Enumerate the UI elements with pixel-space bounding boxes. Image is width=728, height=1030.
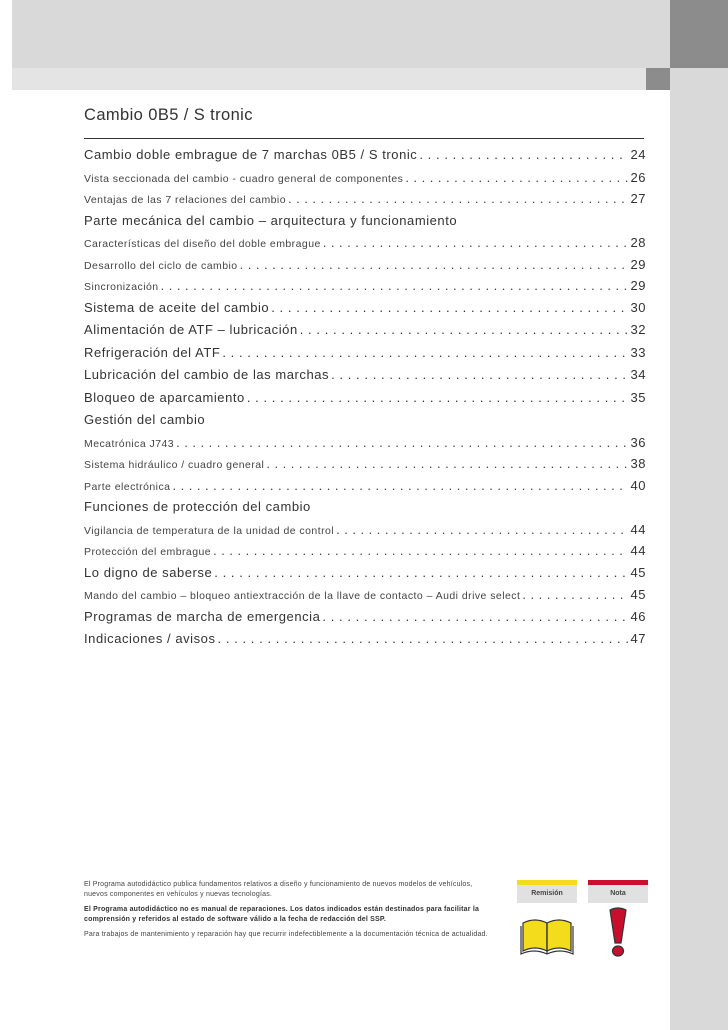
toc-entry-label: Bloqueo de aparcamiento [84,389,245,405]
toc-entry-page: 40 [630,477,646,493]
toc-entry [84,475,646,497]
toc-leader-dots [213,540,628,562]
toc-entry [84,188,646,210]
toc-entry-label: Lo digno de saberse [84,564,213,580]
toc-entry-label: Ventajas de las 7 relaciones del cambio [84,194,286,206]
remision-tag [517,880,577,960]
toc-entry [84,409,646,432]
page-title: Cambio 0B5 / S tronic [84,106,253,124]
toc-entry [84,167,646,189]
toc-entry-label: Refrigeración del ATF [84,344,221,360]
toc-entry-label: Parte electrónica [84,480,171,493]
exclamation-icon [588,903,648,960]
toc-entry-page: 28 [630,235,646,250]
toc-entry-label: Mecatrónica J743 [84,437,175,450]
toc-entry [84,432,646,454]
toc-entry-page: 44 [630,521,646,537]
toc-entry [84,453,646,475]
footnote-paragraph-1: El Programa autodidáctico publica fundamentos relativos a diseño y funcionamiento de nuevos modelos de vehículos, nuevos componentes en vehículos y nuevas tecnologías. [84,881,473,898]
toc-entry [84,519,646,541]
toc-leader-dots [522,584,628,606]
toc-leader-dots [405,167,628,189]
title-divider [84,138,644,139]
toc-entry-page: 45 [630,564,646,580]
header-bar [12,0,670,68]
header-band [12,68,646,90]
footnote [84,880,494,946]
toc-entry-label: Características del diseño del doble embrague [84,238,321,250]
toc-leader-dots [161,275,629,297]
toc-entry [84,254,646,276]
toc-leader-dots [247,387,629,410]
toc-entry-label: Gestión del cambio [84,412,206,427]
toc-entry-page: 46 [630,608,646,624]
toc-entry-label: Lubricación del cambio de las marchas [84,367,330,382]
toc-entry-label: Sistema de aceite del cambio [84,299,270,315]
toc-leader-dots [218,628,629,651]
toc-entry-label: Indicaciones / avisos [84,631,216,646]
toc-entry [84,342,646,365]
toc-entry-page: 24 [630,147,646,162]
toc-entry [84,275,646,297]
toc-entry-label: Sistema hidráulico / cuadro general [84,459,265,471]
toc-leader-dots [266,453,628,475]
toc-entry [84,232,646,254]
toc-entry [84,496,646,519]
toc-leader-dots [419,144,628,167]
nota-tag [588,880,648,960]
toc-leader-dots [172,475,628,497]
toc-leader-dots [271,297,628,320]
toc-entry-page: 30 [630,299,646,315]
toc-entry-label: Desarrollo del ciclo de cambio [84,259,238,272]
toc-leader-dots [222,342,628,365]
toc-entry [84,319,646,342]
remision-label: Remisión [517,885,577,903]
toc-entry-page: 36 [630,434,646,450]
toc-entry [84,540,646,562]
toc-leader-dots [288,188,628,210]
toc-entry [84,364,646,387]
toc-entry [84,297,646,320]
toc-entry [84,628,646,651]
toc-entry [84,387,646,410]
toc-entry-page: 26 [630,169,646,185]
toc-entry-label: Alimentación de ATF – lubricación [84,322,298,337]
toc-entry [84,584,646,606]
toc-leader-dots [331,364,628,387]
toc-entry-page: 32 [630,322,646,337]
toc-entry-page: 47 [630,631,646,646]
toc-entry-page: 38 [630,456,646,471]
toc-entry [84,562,646,585]
table-of-contents [84,144,646,651]
toc-entry-page: 34 [630,367,646,382]
side-strip [670,68,728,1030]
toc-entry [84,210,646,233]
toc-entry-page: 29 [630,256,646,272]
toc-entry-page: 45 [630,587,646,602]
toc-entry [84,144,646,167]
nota-label: Nota [588,885,648,903]
toc-entry-label: Mando del cambio – bloqueo antiextracción de la llave de contacto – Audi drive select [84,590,521,602]
toc-entry-page: 44 [630,543,646,558]
toc-entry-label: Sincronización [84,281,159,293]
toc-entry-label: Cambio doble embrague de 7 marchas 0B5 / S tronic [84,147,418,162]
toc-leader-dots [214,562,628,585]
toc-entry-page: 35 [630,389,646,405]
toc-entry [84,606,646,629]
toc-entry-label: Parte mecánica del cambio – arquitectura y funcionamiento [84,212,458,228]
header-corner-block [670,0,728,68]
toc-leader-dots [322,606,628,629]
toc-entry-page: 27 [630,191,646,206]
footnote-paragraph-2: El Programa autodidáctico no es manual de reparaciones. Los datos indicados están destinados para facilitar la comprensión y referidos al estado de software válido a la fecha de redacción del SSP. [84,906,480,923]
toc-entry-label: Protección del embrague [84,546,212,558]
toc-entry-label: Vigilancia de temperatura de la unidad de control [84,524,335,537]
header-band-block [646,68,670,90]
toc-entry-page: 29 [630,278,646,293]
toc-leader-dots [176,432,628,454]
toc-leader-dots [336,519,628,541]
toc-leader-dots [300,319,629,342]
open-book-icon [517,903,577,960]
toc-leader-dots [240,254,629,276]
toc-entry-label: Programas de marcha de emergencia [84,608,321,624]
toc-entry-label: Funciones de protección del cambio [84,499,311,514]
toc-entry-page: 33 [630,344,646,360]
footnote-paragraph-3: Para trabajos de mantenimiento y reparación hay que recurrir indefectiblemente a la documentación técnica de actualidad. [84,931,488,939]
toc-entry-label: Vista seccionada del cambio - cuadro general de componentes [84,172,404,185]
toc-leader-dots [323,232,629,254]
